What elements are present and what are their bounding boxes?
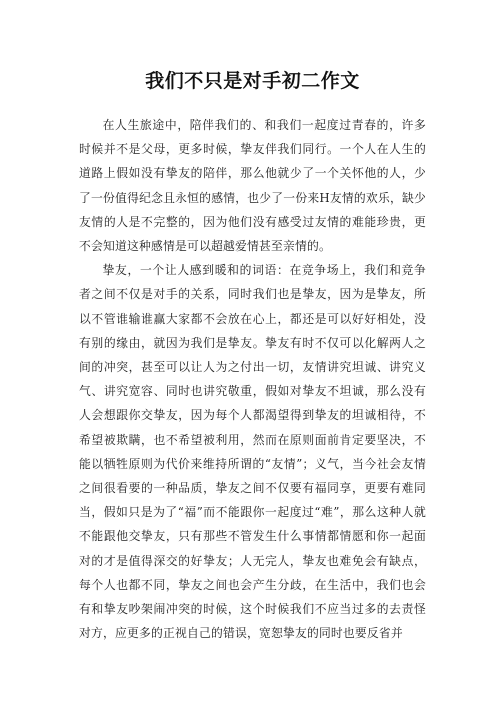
- document-title: 我们不只是对手初二作文: [145, 70, 360, 92]
- paragraph-1: 在人生旅途中，陪伴我们的、和我们一起度过青春的，许多时候并不是父母，更多时候，挚友伴我们同行。一个人在人生的道路上假如没有挚友的陪伴，那么他就少了一个关怀他的人，少了一份值得纪念且永恒的感情，也少了一份来H友情的欢乐，缺少友情的人是不完整的，因为他们没有感受过友情的难能珍贵，更不会知道这种感情是可以超越爱情甚至亲情的。: [79, 118, 426, 254]
- document-body: [79, 113, 426, 645]
- paragraph-2: 挚友，一个让人感到暖和的词语：在竞争场上，我们和竞争者之间不仅是对手的关系，同时我们也是挚友，因为是挚友，所以不管谁输谁赢大家都不会放在心上，都还是可以好好相处，没有别的缘由，就因为我们是挚友。挚友有时不仅可以化解两人之间的冲突，甚至可以让人为之付出一切，友情讲究坦诚、讲究义气、讲究宽容、同时也讲究敬重，假如对挚友不坦诚，那么没有人会想跟你交挚友，因为每个人都渴望得到挚友的坦诚相待，不希望被欺瞒，也不希望被利用，然而在原则面前肯定要坚决，不能以牺牲原则为代价来维持所谓的“友情”；义气，当今社会友情之间很看要的一种品质，挚友之间不仅要有福同享，更要有难同当，假如只是为了“福”而不能跟你一起度过“难”，那么这种人就不能跟他交挚友，只有那些不管发生什么事情都情愿和你一起面对的才是值得深交的好挚友；人无完人，挚友也难免会有缺点，每个人也都不同，挚友之间也会产生分歧，在生活中，我们也会有和挚友吵架闹冲突的时候，这个时候我们不应当过多的去责怪对方，应更多的正视自己的错误，宽恕挚友的同时也要反省并: [79, 263, 426, 641]
